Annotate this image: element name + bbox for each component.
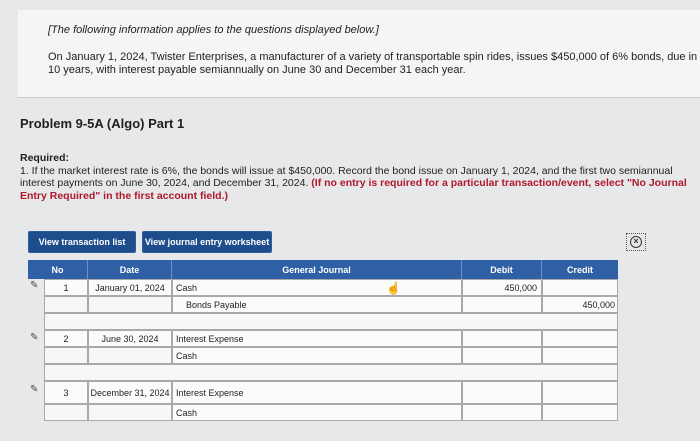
edit-pencil-icon[interactable]: ✎: [30, 280, 39, 291]
header-debit: Debit: [462, 260, 542, 279]
edit-pencil-icon[interactable]: ✎: [30, 384, 39, 395]
entry-no: 1: [44, 279, 88, 296]
close-button[interactable]: [626, 233, 646, 251]
empty-row: [44, 313, 618, 330]
entry-date: [88, 347, 172, 364]
debit-field[interactable]: [462, 404, 542, 421]
debit-field[interactable]: [462, 330, 542, 347]
required-heading: Required:: [20, 152, 70, 164]
account-field[interactable]: Interest Expense: [172, 381, 462, 404]
header-credit: Credit: [542, 260, 618, 279]
debit-field[interactable]: [462, 347, 542, 364]
entry-no: [44, 296, 88, 313]
debit-field[interactable]: [462, 296, 542, 313]
required-text: 1. If the market interest rate is 6%, the bonds will issue at $450,000. Record the bond issue on January 1, 2024, and the first two semiannual interest payments on June 30, 2024, and December 31, 2024.: [20, 164, 673, 189]
credit-field[interactable]: [542, 330, 618, 347]
credit-field[interactable]: [542, 279, 618, 296]
required-note: (If no entry is required for a particular transaction/event, select "No Journal Entry Required" in the first account field.): [20, 177, 687, 202]
entry-date: [88, 296, 172, 313]
account-field[interactable]: Cash: [172, 347, 462, 364]
entry-date: [88, 404, 172, 421]
account-field[interactable]: Cash: [172, 279, 462, 296]
entry-date[interactable]: June 30, 2024: [88, 330, 172, 347]
account-field[interactable]: Bonds Payable: [172, 296, 462, 313]
entry-date[interactable]: January 01, 2024: [88, 279, 172, 296]
header-no: No: [28, 260, 88, 279]
edit-pencil-icon[interactable]: ✎: [30, 332, 39, 343]
close-icon: ×: [630, 236, 642, 248]
view-transaction-list-button[interactable]: View transaction list: [28, 231, 136, 253]
entry-no: 2: [44, 330, 88, 347]
required-section: [20, 152, 696, 202]
entry-date[interactable]: December 31, 2024: [88, 381, 172, 404]
entry-no: [44, 404, 88, 421]
header-general-journal: General Journal: [172, 260, 462, 279]
entry-no: [44, 347, 88, 364]
info-text: On January 1, 2024, Twister Enterprises, a manufacturer of a variety of transportable spin rides, issues $450,000 of 6% bonds, due in 10 years, with interest payable semiannually on June 30 and December 31 each year.: [48, 51, 698, 76]
view-journal-worksheet-button[interactable]: View journal entry worksheet: [142, 231, 272, 253]
credit-field[interactable]: 450,000: [542, 296, 618, 313]
empty-row: [44, 364, 618, 381]
debit-field[interactable]: 450,000: [462, 279, 542, 296]
credit-field[interactable]: [542, 381, 618, 404]
hand-cursor-icon: ☝: [386, 281, 401, 295]
account-field[interactable]: Cash: [172, 404, 462, 421]
header-date: Date: [88, 260, 172, 279]
debit-field[interactable]: [462, 381, 542, 404]
credit-field[interactable]: [542, 404, 618, 421]
entry-no: 3: [44, 381, 88, 404]
info-intro: [The following information applies to the questions displayed below.]: [48, 24, 379, 36]
account-field[interactable]: Interest Expense: [172, 330, 462, 347]
info-box: [18, 10, 700, 98]
problem-title: Problem 9-5A (Algo) Part 1: [20, 116, 185, 131]
credit-field[interactable]: [542, 347, 618, 364]
